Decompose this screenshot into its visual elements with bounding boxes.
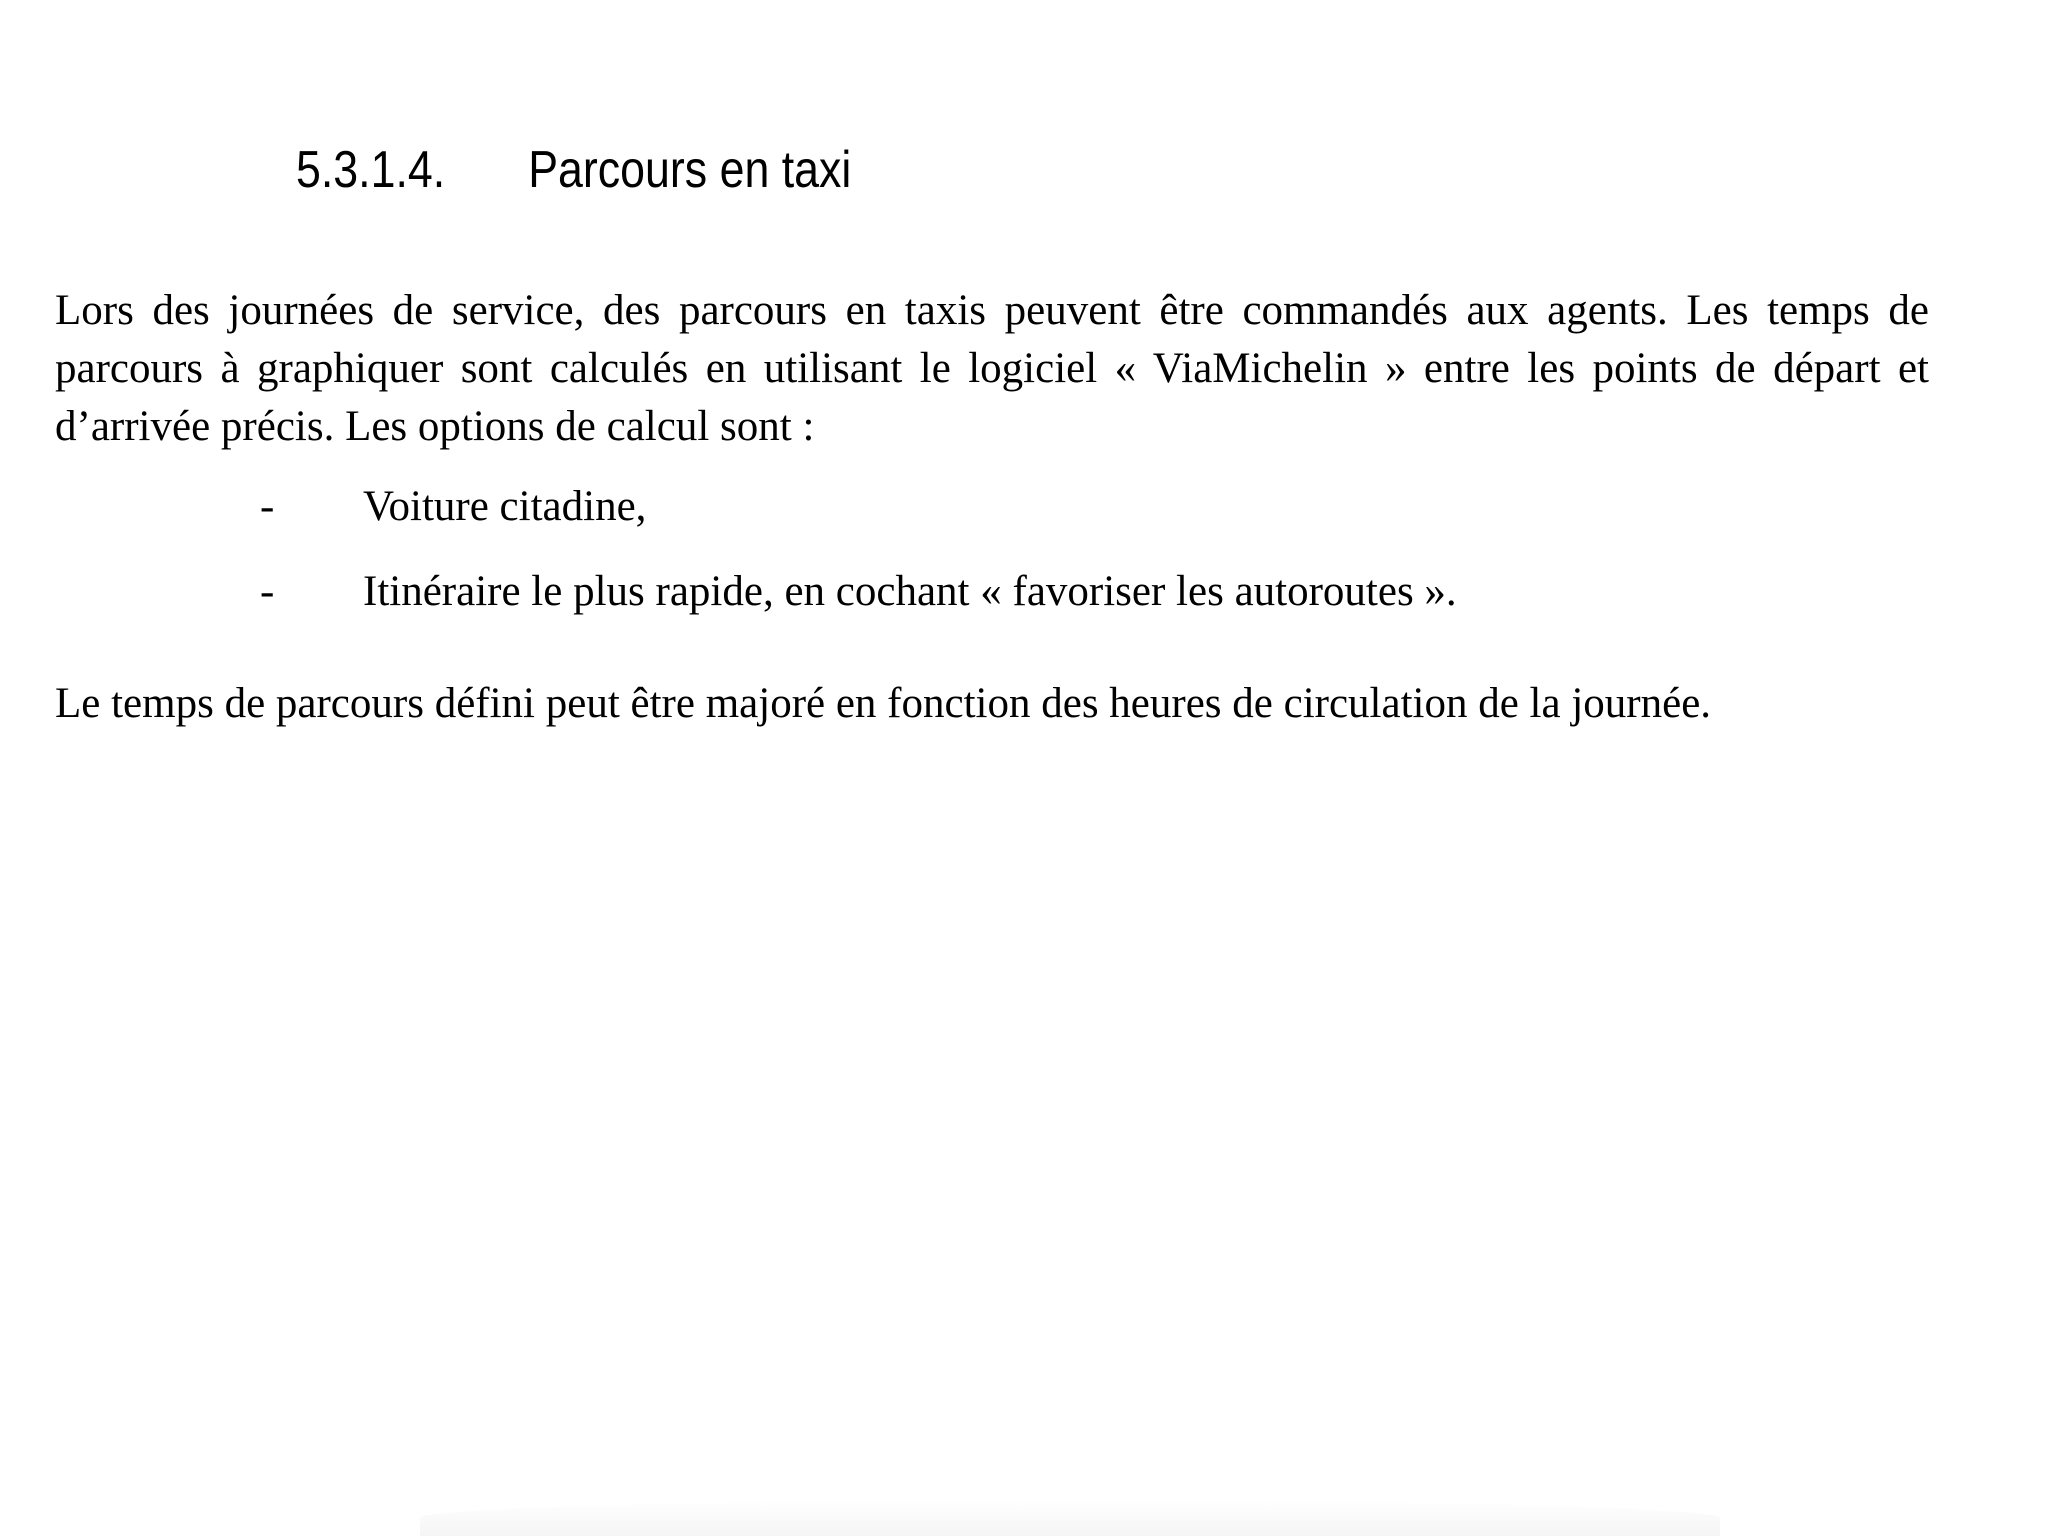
- section-title: Parcours en taxi: [528, 141, 852, 199]
- list-item: [260, 478, 646, 536]
- bullet-text: Itinéraire le plus rapide, en cochant « favoriser les autoroutes ».: [363, 568, 1457, 615]
- conclusion-paragraph: Le temps de parcours défini peut être majoré en fonction des heures de circulation de la journée.: [55, 680, 1712, 727]
- section-heading: [296, 138, 851, 202]
- bullet-marker: -: [260, 568, 275, 615]
- intro-paragraph: Lors des journées de service, des parcours en taxis peuvent être commandés aux agents. Les temps de parcours à graphiquer sont calculés en utilisant le logiciel « ViaMichelin » entre les points de départ et d’arrivée précis. Les options de calcul sont :: [55, 287, 1929, 450]
- page-bottom-shadow: [420, 1500, 1720, 1536]
- list-item: [260, 563, 1457, 621]
- section-number: 5.3.1.4.: [296, 141, 446, 199]
- bullet-text: Voiture citadine,: [363, 483, 647, 530]
- bullet-marker: -: [260, 483, 275, 530]
